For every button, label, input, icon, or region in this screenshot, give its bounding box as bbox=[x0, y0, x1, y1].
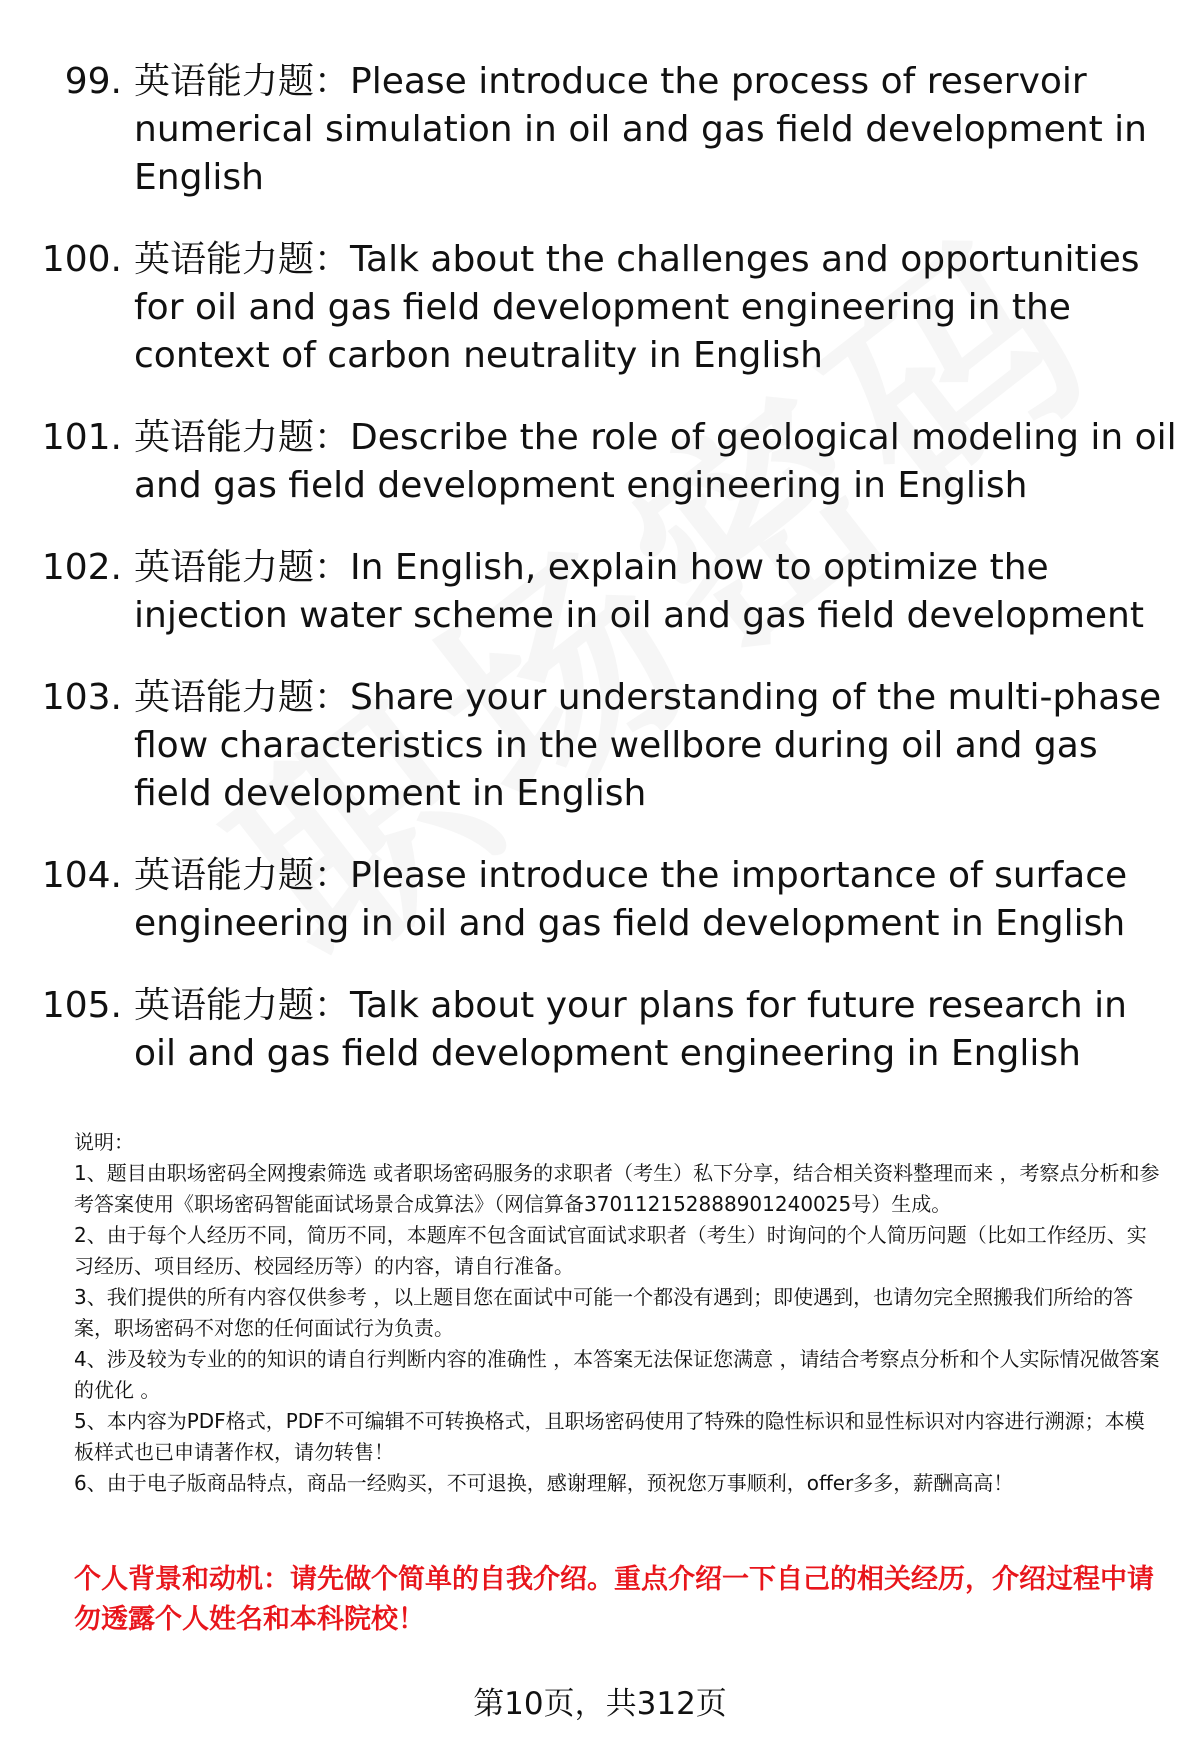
question-number: 104. bbox=[41, 855, 122, 896]
question-item bbox=[30, 674, 1180, 818]
page-number: 第10页，共312页 bbox=[473, 1686, 727, 1722]
question-text: 英语能力题：Talk about the challenges and opportunities for oil and gas field development engineering in the context of carbon neutrality in English bbox=[134, 239, 1140, 376]
notes-section bbox=[74, 1127, 1164, 1499]
note-item: 5、本内容为PDF格式，PDF不可编辑不可转换格式，且职场密码使用了特殊的隐性标识和显性标识对内容进行溯源；本模板样式也已申请著作权，请勿转售！ bbox=[74, 1409, 1145, 1464]
question-item bbox=[30, 982, 1180, 1078]
question-item bbox=[30, 414, 1180, 510]
question-list bbox=[30, 58, 1180, 1112]
background-motivation-prompt: 个人背景和动机：请先做个简单的自我介绍。重点介绍一下自己的相关经历，介绍过程中请勿透露个人姓名和本科院校！ bbox=[74, 1564, 1154, 1635]
note-item: 6、由于电子版商品特点，商品一经购买，不可退换，感谢理解，预祝您万事顺利，offer多多，薪酬高高！ bbox=[74, 1471, 1014, 1495]
question-item bbox=[30, 58, 1180, 202]
note-item: 3、我们提供的所有内容仅供参考 ，以上题目您在面试中可能一个都没有遇到；即使遇到，也请勿完全照搬我们所给的答案，职场密码不对您的任何面试行为负责。 bbox=[74, 1285, 1134, 1340]
question-number: 102. bbox=[41, 547, 122, 588]
question-number: 105. bbox=[41, 985, 122, 1026]
question-text: 英语能力题：Please introduce the process of reservoir numerical simulation in oil and gas field development in English bbox=[134, 61, 1147, 198]
question-number: 99. bbox=[64, 61, 122, 102]
question-item bbox=[30, 236, 1180, 380]
question-number: 100. bbox=[41, 239, 122, 280]
question-number: 101. bbox=[41, 417, 122, 458]
question-text: 英语能力题：Share your understanding of the multi-phase flow characteristics in the wellbore during oil and gas field development in English bbox=[134, 677, 1162, 814]
note-item: 4、涉及较为专业的的知识的请自行判断内容的准确性 ，本答案无法保证您满意 ，请结合考察点分析和个人实际情况做答案的优化 。 bbox=[74, 1347, 1160, 1402]
question-item bbox=[30, 852, 1180, 948]
question-item bbox=[30, 544, 1180, 640]
question-number: 103. bbox=[41, 677, 122, 718]
note-item: 1、题目由职场密码全网搜索筛选 或者职场密码服务的求职者（考生）私下分享，结合相关资料整理而来 ，考察点分析和参考答案使用《职场密码智能面试场景合成算法》（网信算备370112152888901240025号）生成。 bbox=[74, 1161, 1160, 1216]
question-text: 英语能力题：In English, explain how to optimize the injection water scheme in oil and gas field development bbox=[134, 547, 1144, 636]
question-text: 英语能力题：Talk about your plans for future research in oil and gas field development engineering in English bbox=[134, 985, 1127, 1074]
question-text: 英语能力题：Please introduce the importance of surface engineering in oil and gas field development in English bbox=[134, 855, 1128, 944]
question-text: 英语能力题：Describe the role of geological modeling in oil and gas field development engineering in English bbox=[134, 417, 1177, 506]
notes-heading: 说明： bbox=[74, 1130, 134, 1154]
note-item: 2、由于每个人经历不同，简历不同，本题库不包含面试官面试求职者（考生）时询问的个人简历问题（比如工作经历、实习经历、项目经历、校园经历等）的内容，请自行准备。 bbox=[74, 1223, 1147, 1278]
